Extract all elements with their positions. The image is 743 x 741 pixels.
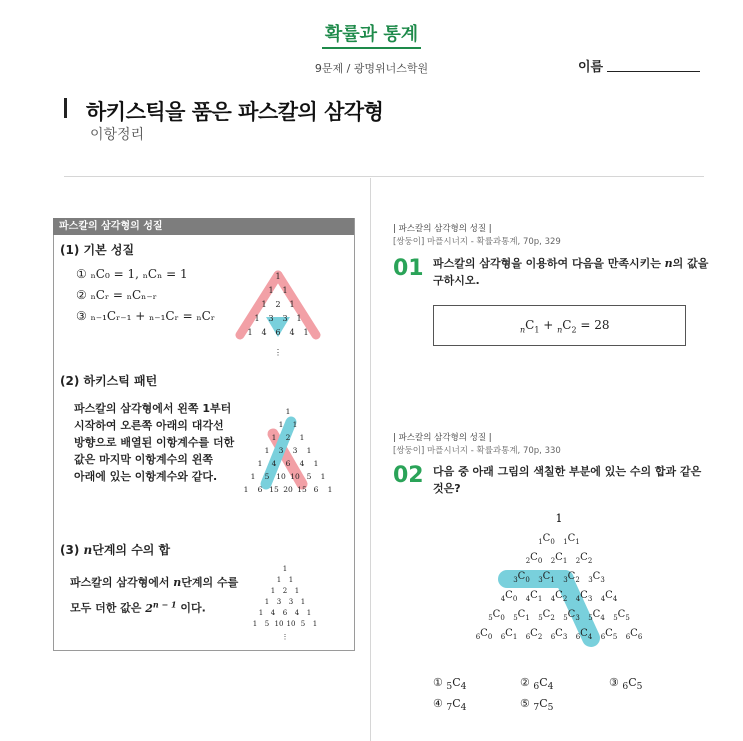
binomial-coefficient: $_3C_2$: [563, 571, 580, 584]
section2-line: 시작하여 오른쪽 아래의 대각선: [74, 419, 224, 432]
section2-line: 아래에 있는 이항계수와 같다.: [74, 470, 218, 483]
section3-line1-a: 파스칼의 삼각형에서: [70, 576, 174, 589]
binomial-coefficient: $_4C_1$: [525, 590, 543, 603]
triangle-value: 4: [289, 328, 295, 337]
binomial-coefficient: $_6C_0$: [475, 628, 493, 641]
choice-2[interactable]: [520, 676, 553, 692]
binomial-coefficient: $_5C_0$: [488, 609, 505, 622]
pascal-triangle-row-sums: [240, 563, 330, 643]
triangle-value: 15: [297, 485, 307, 494]
header-divider: [64, 176, 704, 177]
triangle-value: 1: [327, 485, 333, 494]
triangle-value: 5: [264, 472, 270, 481]
triangle-value: 1: [258, 609, 264, 617]
choice-base: C: [539, 676, 548, 689]
choice-mark: ①: [433, 676, 443, 689]
q1-text: [433, 255, 708, 289]
triangle-value: 10: [286, 620, 296, 628]
choice-mark: ④: [433, 697, 443, 710]
binomial-coefficient: $_6C_1$: [500, 628, 518, 641]
binomial-coefficient: $_3C_3$: [588, 571, 605, 584]
binomial-coefficient: $_2C_2$: [575, 552, 593, 565]
triangle-value: 1: [268, 286, 274, 295]
section3-text: [70, 574, 238, 617]
section3-label-suffix: 단계의 수의 합: [92, 543, 171, 557]
triangle-value: 4: [299, 459, 305, 468]
binomial-coefficient: $_3C_0$: [513, 571, 530, 584]
triangle-value: 1: [282, 565, 288, 573]
choice-3[interactable]: [609, 676, 642, 692]
q1-text-a: 파스칼의 삼각형을 이용하여 다음을 만족시키는: [433, 257, 665, 270]
q1-equation: $_nC_1 + _nC_2 = 28$: [520, 318, 610, 335]
q2-text-line1: 다음 중 아래 그림의 색칠한 부분에 있는 수의 합과 같은: [433, 465, 702, 478]
triangle-value: 1: [296, 314, 302, 323]
title-bar-decoration: [64, 98, 67, 118]
triangle-value: 3: [268, 314, 274, 323]
triangle-value: 1: [306, 609, 312, 617]
triangle-value: 3: [282, 314, 288, 323]
choice-idx: 4: [547, 681, 554, 693]
section2-line: 방향으로 배열된 이항계수를 더한: [74, 436, 235, 449]
binomial-coefficient: $_5C_4$: [588, 609, 605, 622]
q1-text-var: n: [664, 257, 673, 270]
section3-label-var: n: [83, 543, 93, 557]
section3-line2-a: 모두 더한 값은: [70, 601, 146, 615]
triangle-value: 1: [300, 598, 306, 606]
triangle-value: 4: [271, 459, 277, 468]
triangle-value: 20: [283, 485, 293, 494]
binomial-coefficient: $_5C_1$: [513, 609, 530, 622]
triangle-value: 6: [313, 485, 319, 494]
triangle-value: 6: [285, 459, 291, 468]
q1-text-line2: 구하시오.: [433, 274, 480, 287]
choice-idx: 4: [460, 702, 467, 714]
binomial-coefficient: $_5C_2$: [538, 609, 555, 622]
name-line: [607, 71, 700, 72]
choice-mark: ⑤: [520, 697, 530, 710]
triangle-value: 10: [276, 472, 286, 481]
triangle-value: 1: [243, 485, 249, 494]
binomial-coefficient: $_2C_0$: [525, 552, 543, 565]
q1-topic-tag: | 파스칼의 삼각형의 성질 |: [393, 224, 492, 234]
choice-base: C: [452, 676, 461, 689]
triangle-value: 5: [264, 620, 270, 628]
column-divider: [370, 178, 371, 741]
q2-number: 02: [393, 463, 424, 488]
triangle-value: 1: [299, 433, 305, 442]
triangle-value: 6: [257, 485, 263, 494]
choice-sub: 5: [446, 681, 453, 693]
binomial-coefficient: $_4C_2$: [550, 590, 568, 603]
binomial-coefficient: $_1C_0$: [538, 533, 555, 546]
triangle-value: 4: [261, 328, 267, 337]
page-subtitle: 이항정리: [90, 127, 145, 143]
triangle-value: 15: [269, 485, 279, 494]
triangle-value: 1: [271, 433, 277, 442]
choice-base: C: [539, 697, 548, 710]
triangle-value: 10: [290, 472, 300, 481]
q1-equation-rhs: = 28: [580, 318, 610, 332]
power-expression: $2^{n - 1}$: [145, 599, 177, 615]
triangle-value: 1: [303, 328, 309, 337]
triangle-value: 1: [282, 286, 288, 295]
choice-idx: 4: [460, 681, 467, 693]
q2-topic-tag: | 파스칼의 삼각형의 성질 |: [393, 433, 492, 443]
triangle-value: 3: [288, 598, 294, 606]
name-label: 이름: [578, 60, 604, 75]
worksheet-info: 9문제 / 광명위너스학원: [314, 62, 429, 75]
q2-text-line2: 것은?: [433, 482, 461, 495]
section2-line: 값은 마지막 이항계수의 왼쪽: [74, 453, 213, 466]
choice-4[interactable]: [433, 697, 466, 713]
binomial-coefficient: $_4C_0$: [500, 590, 518, 603]
triangle-value: 1: [288, 576, 294, 584]
section1-label: (1) 기본 성질: [60, 243, 135, 257]
triangle-value: 1: [306, 446, 312, 455]
triangle-top-one: 1: [555, 512, 563, 525]
section3-line1-b: 단계의 수를: [181, 576, 239, 589]
binomial-coefficient: $_2C_1$: [550, 552, 568, 565]
section3-label: [60, 541, 170, 558]
triangle-value: 5: [306, 472, 312, 481]
triangle-value: 2: [285, 433, 291, 442]
choice-1[interactable]: [433, 676, 466, 692]
formula-3: ③ ₙ₋₁Cᵣ₋₁ + ₙ₋₁Cᵣ = ₙCᵣ: [76, 309, 215, 323]
triangle-value: 3: [278, 446, 284, 455]
choice-sub: 6: [533, 681, 540, 693]
choice-sub: 7: [533, 702, 540, 714]
triangle-value: 1: [276, 576, 282, 584]
q2-source: [쌍둥이] 마플시너지 - 확률과통계, 70p, 330: [393, 446, 561, 456]
triangle-value: 1: [261, 300, 267, 309]
choice-sub: 7: [446, 702, 453, 714]
concept-box-heading: 파스칼의 삼각형의 성질: [53, 218, 354, 235]
triangle-value: 1: [292, 420, 298, 429]
triangle-value: 1: [270, 587, 276, 595]
section2-text: [74, 400, 234, 485]
subject-title: [0, 20, 743, 46]
binomial-coefficient: $_4C_3$: [575, 590, 593, 603]
q1-text-b: 의 값을: [672, 257, 709, 270]
choice-base: C: [628, 676, 637, 689]
triangle-value: 1: [275, 272, 281, 281]
binomial-coefficient: $_6C_3$: [550, 628, 568, 641]
triangle-value: 2: [275, 300, 281, 309]
choice-base: C: [452, 697, 461, 710]
triangle-value: 5: [300, 620, 306, 628]
triangle-value: 3: [292, 446, 298, 455]
binomial-coefficient: $_6C_5$: [600, 628, 618, 641]
triangle-value: 1: [294, 587, 300, 595]
vertical-dots: ⋮: [281, 633, 289, 641]
triangle-value: 3: [276, 598, 282, 606]
triangle-value: 1: [250, 472, 256, 481]
binomial-coefficient: $_5C_3$: [563, 609, 580, 622]
triangle-value: 1: [289, 300, 295, 309]
triangle-value: 1: [285, 407, 291, 416]
q1-source: [쌍둥이] 마플시너지 - 확률과통계, 70p, 329: [393, 237, 561, 247]
choice-5[interactable]: [520, 697, 553, 713]
triangle-value: 6: [275, 328, 281, 337]
choice-idx: 5: [547, 702, 554, 714]
triangle-value: 1: [247, 328, 253, 337]
triangle-value: 1: [278, 420, 284, 429]
triangle-value: 4: [270, 609, 276, 617]
section3-label-prefix: (3): [60, 543, 84, 557]
binomial-coefficient: $_6C_4$: [575, 628, 593, 641]
q1-number: 01: [393, 256, 424, 281]
section2-line: 파스칼의 삼각형에서 왼쪽 1부터: [74, 402, 232, 415]
choice-sub: 6: [622, 681, 629, 693]
page-title: 하키스틱을 품은 파스칼의 삼각형: [86, 100, 384, 124]
formula-2: ② ₙCᵣ = ₙCₙ₋ᵣ: [76, 288, 157, 302]
triangle-value: 6: [282, 609, 288, 617]
binomial-coefficient-triangle: [455, 508, 665, 658]
section2-label: (2) 하키스틱 패턴: [60, 374, 158, 388]
binomial-coefficient: $_4C_4$: [600, 590, 618, 603]
triangle-value: 10: [274, 620, 284, 628]
binomial-coefficient: $_6C_6$: [625, 628, 643, 641]
q2-text: [433, 463, 701, 497]
triangle-value: 1: [313, 459, 319, 468]
triangle-value: 1: [320, 472, 326, 481]
pascal-triangle-hockey-stick: [228, 404, 348, 496]
triangle-value: 1: [312, 620, 318, 628]
triangle-value: 1: [252, 620, 258, 628]
binomial-coefficient: $_5C_5$: [613, 609, 630, 622]
triangle-value: 1: [264, 598, 270, 606]
triangle-value: 2: [282, 587, 288, 595]
vertical-dots: ⋮: [274, 348, 282, 357]
subject-text: 확률과 통계: [322, 24, 421, 49]
binomial-coefficient: $_6C_2$: [525, 628, 543, 641]
triangle-value: 1: [254, 314, 260, 323]
choice-mark: ③: [609, 676, 619, 689]
pascal-triangle-basic: [228, 265, 328, 360]
binomial-coefficient: $_3C_1$: [538, 571, 555, 584]
choice-mark: ②: [520, 676, 530, 689]
triangle-value: 1: [257, 459, 263, 468]
triangle-value: 4: [294, 609, 300, 617]
triangle-value: 1: [264, 446, 270, 455]
section3-line1-var: n: [173, 576, 182, 589]
formula-1: ① ₙC₀ = 1, ₙCₙ = 1: [76, 267, 188, 281]
choice-idx: 5: [636, 681, 643, 693]
binomial-coefficient: $_1C_1$: [563, 533, 580, 546]
section3-line2-b: 이다.: [180, 601, 206, 615]
